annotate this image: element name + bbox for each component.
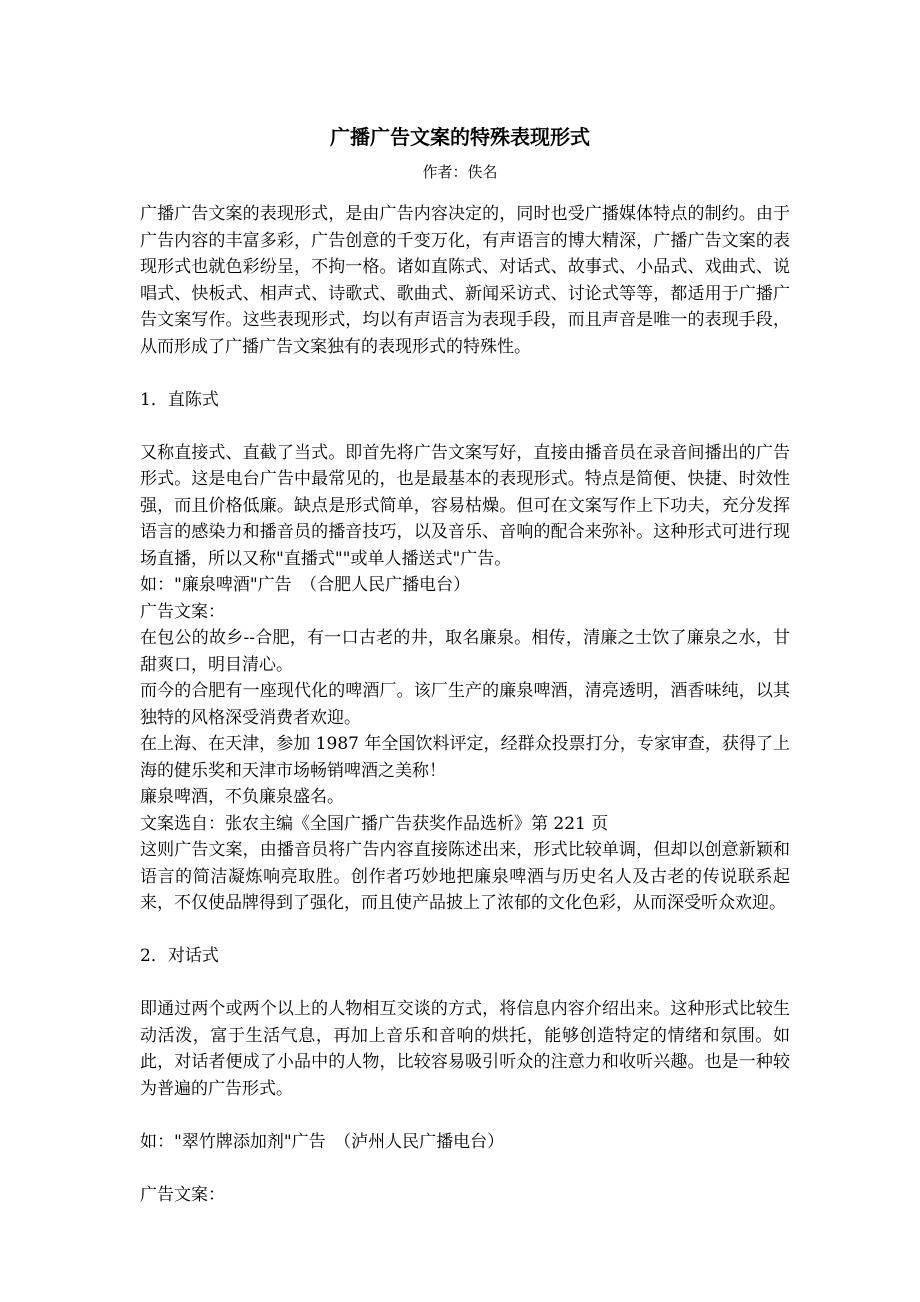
document-body [140,201,790,1208]
document-title: 广播广告文案的特殊表现形式 [330,125,590,149]
spacer [140,970,790,997]
direct-copy-line: 廉泉啤酒，不负廉泉盛名。 [140,787,344,807]
spacer [140,413,790,440]
direct-copy-label: 广告文案： [140,601,225,622]
direct-example-line: 如："廉泉啤酒"广告 （合肥人民广播电台） [140,575,471,595]
direct-copy-line: 在上海、在天津，参加 1987 年全国饮料评定，经群众投票打分，专家审查，获得了上海的健乐奖和天津市场畅销啤酒之美称！ [140,734,790,781]
intro-paragraph: 广播广告文案的表现形式，是由广告内容决定的，同时也受广播媒体特点的制约。由于广告内容的丰富多彩，广告创意的千变万化，有声语言的博大精深，广播广告文案的表现形式也就色彩纷呈，不拘一格。诸如直陈式、对话式、故事式、小品式、戏曲式、说唱式、快板式、相声式、诗歌式、歌曲式、新闻采访式、讨论式等等，都适用于广播广告文案写作。这些表现形式，均以有声语言为表现手段，而且声音是唯一的表现手段，从而形成了广播广告文案独有的表现形式的特殊性。 [140,204,790,357]
direct-copy-line: 而今的合肥有一座现代化的啤酒厂。该厂生产的廉泉啤酒，清亮透明，酒香味纯，以其独特的风格深受消费者欢迎。 [140,681,790,728]
document-author: 作者：佚名 [422,163,498,181]
dialogue-copy-label: 广告文案： [140,1184,225,1205]
spacer [140,917,790,944]
spacer [140,1155,790,1182]
dialogue-example-line: 如："翠竹牌添加剂"广告 （泸州人民广播电台） [140,1131,505,1152]
dialogue-definition-paragraph: 即通过两个或两个以上的人物相互交谈的方式，将信息内容介绍出来。这种形式比较生动活泼，富于生活气息，再加上音乐和音响的烘托，能够创造特定的情绪和氛围。如此，对话者便成了小品中的人物，比较容易吸引听众的注意力和收听兴趣。也是一种较为普遍的广告形式。 [140,999,790,1099]
direct-copy-line: 在包公的故乡--合肥，有一口古老的井，取名廉泉。相传，清廉之士饮了廉泉之水，甘甜爽口，明目清心。 [140,628,790,675]
direct-analysis-paragraph: 这则广告文案，由播音员将广告内容直接陈述出来，形式比较单调，但却以创意新颖和语言的简洁凝炼响亮取胜。创作者巧妙地把廉泉啤酒与历史名人及古老的传说联系起来，不仅使品牌得到了强化，而且使产品披上了浓郁的文化色彩，从而深受听众欢迎。 [140,840,790,913]
spacer [140,1102,790,1129]
section-heading-direct: 1．直陈式 [140,389,219,410]
direct-source-line: 文案选自：张农主编《全国广播广告获奖作品选析》第 221 页 [140,813,609,834]
spacer [140,360,790,387]
direct-definition-paragraph: 又称直接式、直截了当式。即首先将广告文案写好，直接由播音员在录音间播出的广告形式。这是电台广告中最常见的，也是最基本的表现形式。特点是简便、快捷、时效性强，而且价格低廉。缺点是形式简单，容易枯燥。但可在文案写作上下功夫，充分发挥语言的感染力和播音员的播音技巧，以及音乐、音响的配合来弥补。这种形式可进行现场直播，所以又称"直播式""或单人播送式"广告。 [140,442,790,569]
section-heading-dialogue: 2．对话式 [140,946,219,966]
